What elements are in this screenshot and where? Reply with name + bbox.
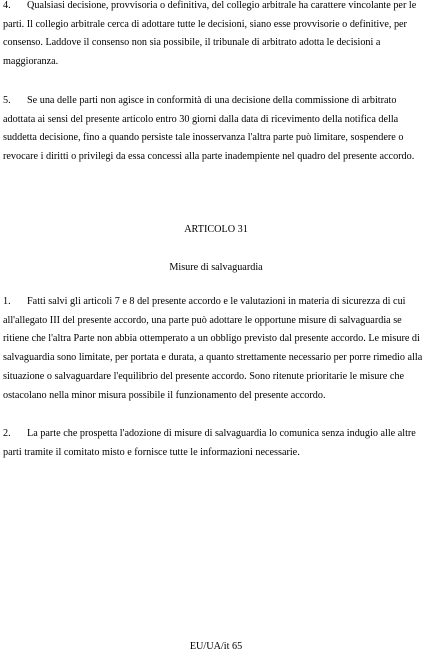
paragraph-number: 4.	[3, 0, 11, 11]
paragraph-4	[3, 0, 427, 72]
paragraph-text: Qualsiasi decisione, provvisoria o definitiva, del collegio arbitrale ha carattere vincolante per le parti. Il collegio arbitrale cerca di adottare tutte le decisioni, siano esse provvisorie o definitive, per consenso. Laddove il consenso non sia possibile, il tribunale di arbitrato adotta le decisioni a maggioranza.	[3, 0, 417, 68]
article-subtitle: Misure di salvaguardia	[169, 262, 263, 273]
paragraph-number: 2.	[3, 428, 11, 439]
paragraph-number: 5.	[3, 95, 11, 106]
paragraph-5	[3, 92, 427, 167]
paragraph-2	[3, 425, 427, 462]
paragraph-1	[3, 293, 427, 405]
article-title: ARTICOLO 31	[184, 224, 248, 235]
paragraph-text: La parte che prospetta l'adozione di misure di salvaguardia lo comunica senza indugio alle altre parti tramite il comitato misto e fornisce tutte le informazioni necessarie.	[3, 428, 416, 458]
page-footer-code: EU/UA/it 65	[189, 641, 243, 652]
document-page	[3, 0, 429, 654]
paragraph-number: 1.	[3, 296, 11, 307]
paragraph-text: Fatti salvi gli articoli 7 e 8 del presente accordo e le valutazioni in materia di sicurezza di cui all'allegato III del presente accordo, una parte può adottare le opportune misure di salvaguardia se ritiene che l'altra Parte non abbia ottemperato a un obbligo previsto dal presente accordo. Le misure di salvaguardia sono limitate, per portata e durata, a quanto strettamente necessario per porre rimedio alla situazione o salvaguardare l'equilibrio del presente accordo. Sono ritenute prioritarie le misure che ostacolano nella minor misura possibile il funzionamento del presente accordo.	[3, 296, 423, 401]
paragraph-text: Se una delle parti non agisce in conformità di una decisione della commissione di arbitrato adottata ai sensi del presente articolo entro 30 giorni dalla data di ricevimento della notifica della suddetta decisione, fino a quando persiste tale inosservanza l'altra parte può limitare, sospendere o revocare i diritti o privilegi da essa concessi alla parte inadempiente nel quadro del presente accordo.	[3, 95, 415, 163]
